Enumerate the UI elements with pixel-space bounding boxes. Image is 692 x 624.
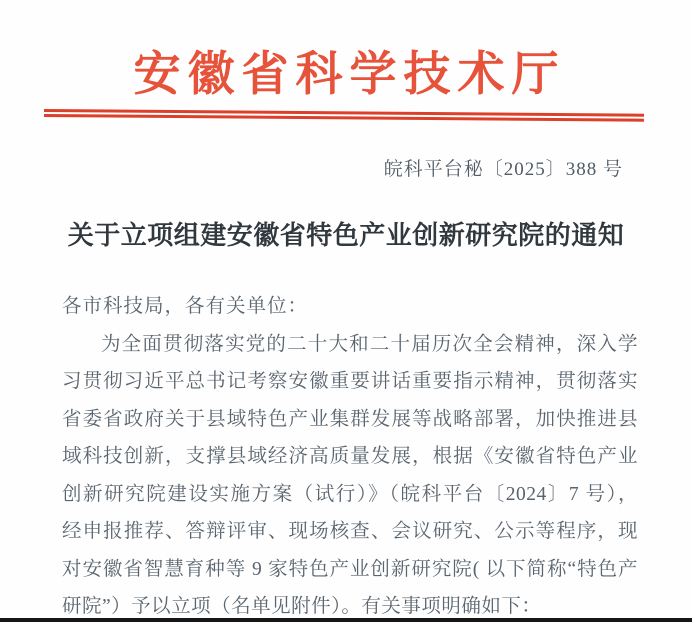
body-line: 创新研究院建设实施方案（试行）》（皖科平台〔2024〕7 号）， [62, 483, 638, 505]
body-line: 对安徽省智慧育种等 9 家特色产业创新研究院( 以下简称“特色产 [62, 558, 638, 580]
body-line: 域科技创新，支撑县域经济高质量发展，根据《安徽省特色产业 [62, 446, 638, 467]
body-line: 研院”）予以立项（名单见附件）。有关事项明确如下： [62, 596, 542, 617]
document-number: 皖科平台秘〔2025〕388 号 [383, 159, 623, 180]
red-header-divider [44, 109, 644, 122]
body-line: 为全面贯彻落实党的二十大和二十届历次全会精神，深入学 [101, 333, 638, 355]
body-line: 习贯彻习近平总书记考察安徽重要讲话重要指示精神，贯彻落实 [62, 371, 638, 392]
screenshot-crop-edge [0, 618, 692, 622]
document-title: 关于立项组建安徽省特色产业创新研究院的通知 [67, 221, 625, 250]
body-line: 经申报推荐、答辩评审、现场核查、会议研究、公示等程序，现 [62, 521, 638, 542]
salutation-line: 各市科技局，各有关单位： [62, 296, 309, 317]
body-line: 省委省政府关于县域特色产业集群发展等战略部署，加快推进县 [62, 408, 638, 430]
agency-header: 安徽省科学技术厅 [133, 49, 566, 101]
document-body [62, 288, 638, 624]
